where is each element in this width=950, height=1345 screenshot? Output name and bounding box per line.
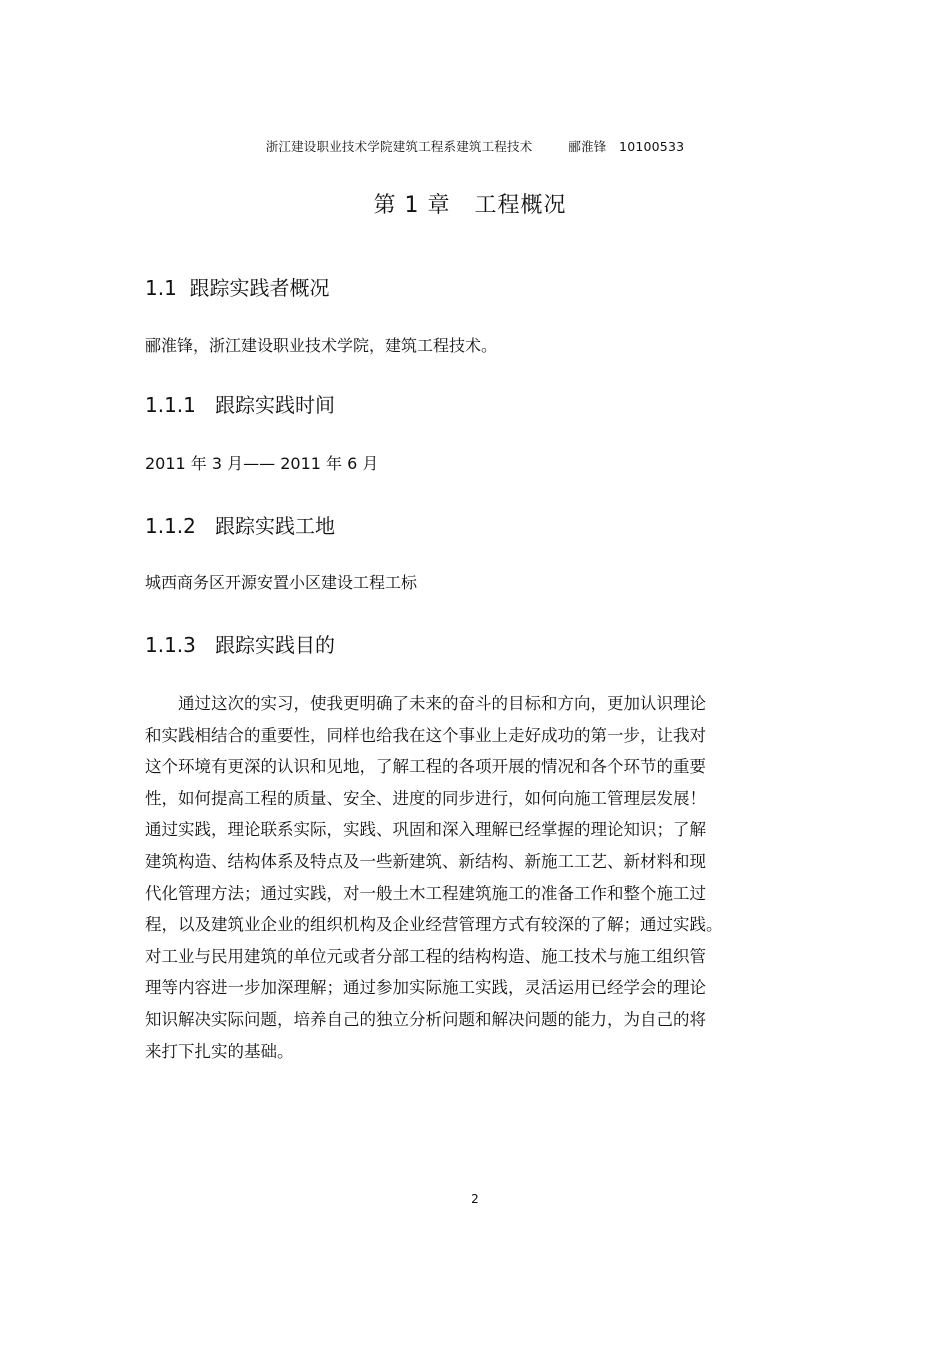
- paragraph-line: 和实践相结合的重要性，同样也给我在这个事业上走好成功的第一步，让我对: [145, 725, 706, 745]
- page-number: 2: [471, 1192, 479, 1206]
- paragraph-line: 来打下扎实的基础。: [145, 1041, 294, 1061]
- paragraph-line: 程，以及建筑业企业的组织机构及企业经营管理方式有较深的了解；通过实践。: [145, 915, 723, 935]
- body-paragraph: [145, 688, 785, 1067]
- paragraph-line: 理等内容进一步加深理解；通过参加实际施工实践，灵活运用已经学会的理论: [145, 978, 706, 998]
- chapter-title: 第 1 章 工程概况: [373, 193, 567, 218]
- paragraph-line: 代化管理方法；通过实践，对一般土木工程建筑施工的准备工作和整个施工过: [145, 883, 706, 903]
- paragraph-line: 通过实践，理论联系实际，实践、巩固和深入理解已经掌握的理论知识；了解: [145, 820, 706, 840]
- header-institution: 浙江建设职业技术学院建筑工程系建筑工程技术: [265, 139, 533, 154]
- section-heading-1-1-2: 1.1.2 跟踪实践工地: [145, 514, 335, 538]
- paragraph-line: 建筑构造、结构体系及特点及一些新建筑、新结构、新施工工艺、新材料和现: [145, 851, 706, 871]
- header-student-id: 10100533: [619, 139, 685, 154]
- section-text-1-1-2: 城西商务区开源安置小区建设工程工标: [145, 573, 418, 592]
- paragraph-line: 通过这次的实习，使我更明确了未来的奋斗的目标和方向，更加认识理论: [145, 694, 706, 713]
- section-heading-1-1-3: 1.1.3 跟踪实践目的: [145, 633, 335, 657]
- paragraph-line: 知识解决实际问题，培养自己的独立分析问题和解决问题的能力，为自己的将: [145, 1009, 706, 1029]
- paragraph-line: 这个环境有更深的认识和见地，了解工程的各项开展的情况和各个环节的重要: [145, 757, 706, 777]
- running-header: [0, 137, 950, 155]
- section-text-1-1: 郦淮锋，浙江建设职业技术学院，建筑工程技术。: [145, 336, 498, 355]
- section-text-1-1-1: 2011 年 3 月—— 2011 年 6 月: [145, 454, 379, 473]
- header-author: 郦淮锋: [568, 139, 607, 154]
- paragraph-line: 对工业与民用建筑的单位元或者分部工程的结构构造、施工技术与施工组织管: [145, 946, 706, 966]
- paragraph-line: 性，如何提高工程的质量、安全、进度的同步进行，如何向施工管理层发展！: [145, 788, 706, 808]
- section-heading-1-1: 1.1 跟踪实践者概况: [145, 276, 330, 300]
- section-heading-1-1-1: 1.1.1 跟踪实践时间: [145, 393, 335, 417]
